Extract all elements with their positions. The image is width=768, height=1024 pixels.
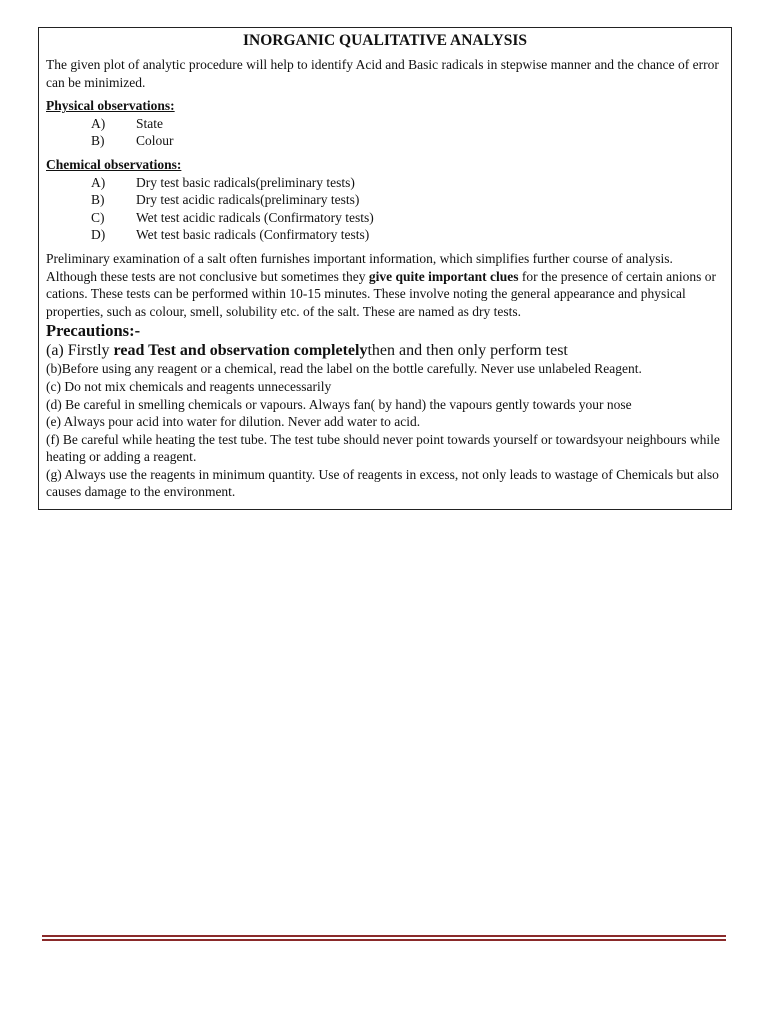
list-item: C) Wet test acidic radicals (Confirmatory tests) — [91, 209, 374, 225]
chemical-list — [46, 174, 724, 244]
physical-heading: Physical observations: — [46, 98, 175, 114]
content-box — [38, 27, 732, 510]
precaution-item: (e) Always pour acid into water for dilution. Never add water to acid. — [46, 414, 421, 430]
list-item: A) Dry test basic radicals(preliminary tests) — [91, 174, 355, 190]
list-item: B) Dry test acidic radicals(preliminary tests) — [91, 192, 360, 208]
precaution-a: (a) Firstly read Test and observation completelythen and then only perform test — [46, 342, 568, 360]
precaution-item: (d) Be careful in smelling chemicals or vapours. Always fan( by hand) the vapours gently towards your nose — [46, 396, 632, 412]
precautions-heading: Precautions:- — [46, 321, 141, 341]
physical-list — [46, 115, 724, 150]
precaution-item: (b)Before using any reagent or a chemical, read the label on the bottle carefully. Never use unlabeled Reagent. — [46, 361, 642, 377]
precaution-item: (c) Do not mix chemicals and reagents unnecessarily — [46, 378, 332, 394]
footer-rule-line — [42, 939, 726, 941]
list-item: B) Colour — [91, 133, 174, 149]
footer-rule — [42, 935, 726, 941]
list-item: A) State — [91, 115, 163, 131]
precaution-item: (g) Always use the reagents in minimum quantity. Use of reagents in excess, not only leads to wastage of Chemicals but also causes damage to the environment. — [46, 466, 719, 500]
chemical-heading: Chemical observations: — [46, 156, 182, 172]
preliminary-paragraph: Preliminary examination of a salt often furnishes important information, which simplifies further course of analysis. Although these tests are not conclusive but sometimes they give quite important clues for the presence of certain anions or cations. These tests can be performed within 10-15 minutes. These involve noting the general appearance and physical properties, such as colour, smell, solubility etc. of the salt. These are named as dry tests. — [46, 250, 716, 319]
list-item: D) Wet test basic radicals (Confirmatory tests) — [91, 227, 370, 243]
page-title: INORGANIC QUALITATIVE ANALYSIS — [243, 32, 527, 49]
precaution-item: (f) Be careful while heating the test tube. The test tube should never point towards yourself or towardsyour neighbours while heating or adding a reagent. — [46, 431, 720, 465]
intro-paragraph: The given plot of analytic procedure will help to identify Acid and Basic radicals in stepwise manner and the chance of error can be minimized. — [46, 57, 719, 90]
